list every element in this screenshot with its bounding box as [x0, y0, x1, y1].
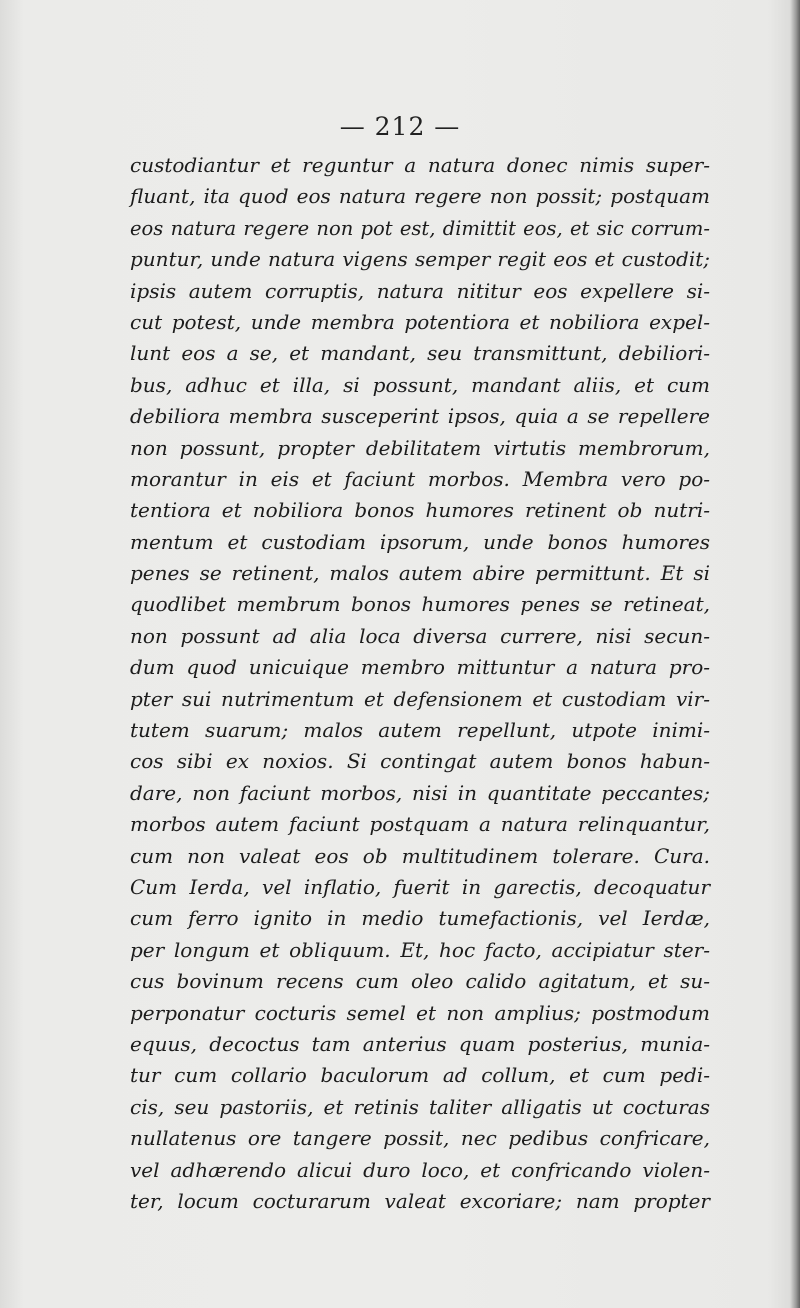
text-line: vel adhærendo alicui duro loco, et confricando violen- [130, 1157, 710, 1182]
text-line: cus bovinum recens cum oleo calido agitatum, et su- [130, 969, 710, 994]
text-line: tur cum collario baculorum ad collum, et cum pedi- [130, 1063, 710, 1088]
text-line: lunt eos a se, et mandant, seu transmittunt, debiliori- [130, 341, 710, 366]
text-line: cos sibi ex noxios. Si contingat autem bonos habun- [130, 749, 710, 774]
text-line: non possunt, propter debilitatem virtutis membrorum, [130, 435, 710, 460]
page-edge-shadow [790, 0, 800, 1308]
text-line: debiliora membra susceperint ipsos, quia a se repellere [130, 404, 710, 429]
text-line: equus, decoctus tam anterius quam posterius, munia- [130, 1031, 710, 1056]
text-line: penes se retinent, malos autem abire permittunt. Et si [130, 561, 710, 586]
text-line: fluant, ita quod eos natura regere non possit; postquam [130, 184, 710, 209]
text-line: eos natura regere non pot est, dimittit eos, et sic corrum- [130, 216, 710, 240]
text-line: Cum Ierda, vel inflatio, fuerit in garectis, decoquatur [130, 874, 710, 899]
text-line: nullatenus ore tangere possit, nec pedibus confricare, [130, 1126, 710, 1151]
text-line: perponatur cocturis semel et non amplius; postmodum [130, 1000, 710, 1025]
text-line: bus, adhuc et illa, si possunt, mandant aliis, et cum [130, 372, 710, 397]
text-line: puntur, unde natura vigens semper regit eos et custodit; [130, 247, 710, 272]
text-line: morbos autem faciunt postquam a natura relinquantur, [130, 812, 710, 837]
text-line: non possunt ad alia loca diversa currere, nisi secun- [130, 623, 710, 648]
text-line: custodiantur et reguntur a natura donec nimis super- [130, 153, 710, 177]
body-text [130, 150, 710, 1217]
text-line: cis, seu pastoriis, et retinis taliter alligatis ut cocturas [130, 1094, 710, 1119]
text-line: per longum et obliquum. Et, hoc facto, accipiatur ster- [130, 937, 710, 962]
text-line: mentum et custodiam ipsorum, unde bonos humores [130, 529, 710, 554]
text-line: ter, locum cocturarum valeat excoriare; nam propter [130, 1188, 710, 1213]
text-line: ipsis autem corruptis, natura nititur eos expellere si- [130, 278, 710, 303]
text-line: pter sui nutrimentum et defensionem et custodiam vir- [130, 686, 710, 711]
text-line: tentiora et nobiliora bonos humores retinent ob nutri- [130, 498, 710, 523]
text-line: tutem suarum; malos autem repellunt, utpote inimi- [130, 718, 710, 743]
text-line: cut potest, unde membra potentiora et nobiliora expel- [130, 309, 710, 334]
text-line: dum quod unicuique membro mittuntur a natura pro- [130, 655, 710, 680]
text-line: dare, non faciunt morbos, nisi in quantitate peccantes; [130, 780, 710, 805]
text-line: quodlibet membrum bonos humores penes se retineat, [130, 592, 710, 617]
text-line: cum ferro ignito in medio tumefactionis, vel Ierdæ, [130, 906, 710, 931]
text-line: cum non valeat eos ob multitudinem tolerare. Cura. [130, 843, 710, 868]
page-number: — 212 — [339, 112, 461, 141]
text-line: morantur in eis et faciunt morbos. Membra vero po- [130, 466, 710, 491]
